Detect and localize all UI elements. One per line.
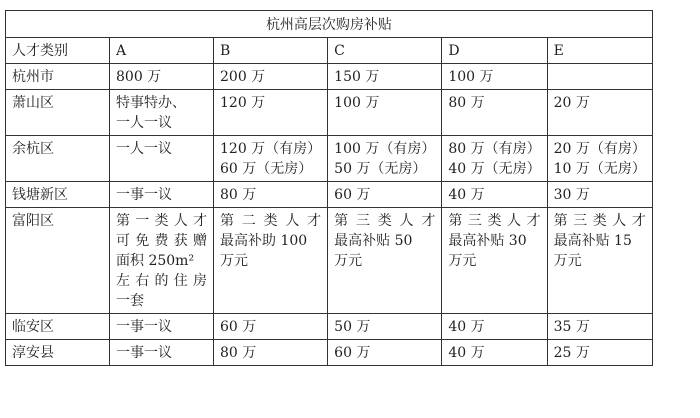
subsidy-cell (328, 64, 442, 90)
cell-line: 200 万 (220, 69, 266, 85)
region-cell: 萧山区 (6, 90, 110, 136)
housing-subsidy-table (5, 10, 653, 366)
region-cell: 钱塘新区 (6, 182, 110, 208)
cell-line: 60 万 (334, 187, 371, 203)
cell-line: 40 万 (448, 319, 485, 335)
subsidy-cell (214, 182, 328, 208)
subsidy-cell (110, 182, 214, 208)
cell-line: 800 万 (116, 69, 162, 85)
header-b: B (214, 38, 328, 64)
cell-line: 35 万 (553, 319, 590, 335)
cell-line: 150 万 (334, 69, 380, 85)
table-row (6, 340, 653, 366)
cell-line: 60 万 (220, 319, 257, 335)
cell-line: 第三类人才 (334, 213, 436, 229)
subsidy-cell (547, 64, 652, 90)
cell-line: 100 万 (334, 95, 380, 111)
subsidy-cell (214, 340, 328, 366)
subsidy-cell (214, 136, 328, 182)
cell-line: 第一类人才 (116, 213, 207, 229)
cell-line: 80 万 (220, 187, 257, 203)
region-cell: 余杭区 (6, 136, 110, 182)
region-cell: 富阳区 (6, 208, 110, 314)
subsidy-cell (442, 136, 547, 182)
subsidy-cell (547, 340, 652, 366)
subsidy-cell (110, 136, 214, 182)
title-row (6, 11, 653, 38)
subsidy-cell (214, 90, 328, 136)
subsidy-cell (214, 64, 328, 90)
cell-line: 120 万（有房） (220, 141, 322, 157)
subsidy-cell (442, 90, 547, 136)
subsidy-cell (328, 340, 442, 366)
cell-line: 最高补贴 15 (553, 233, 632, 249)
cell-line: 60 万 (334, 345, 371, 361)
cell-line: 最高补贴 50 (334, 233, 413, 249)
subsidy-cell (442, 340, 547, 366)
region-cell: 临安区 (6, 314, 110, 340)
subsidy-cell (110, 208, 214, 314)
cell-line: 20 万 (553, 95, 590, 111)
table-row (6, 90, 653, 136)
cell-line: 100 万（有房） (334, 141, 436, 157)
header-row (6, 38, 653, 64)
cell-line: 一套 (116, 293, 144, 309)
cell-line: 80 万（有房） (448, 141, 541, 157)
subsidy-cell (328, 136, 442, 182)
subsidy-cell (547, 314, 652, 340)
cell-line: 一人一议 (116, 141, 172, 157)
subsidy-cell (547, 182, 652, 208)
subsidy-cell (442, 64, 547, 90)
cell-line: 最高补助 100 (220, 233, 308, 249)
cell-line: 面积 250m² (116, 253, 195, 269)
cell-line: 一人一议 (116, 115, 172, 131)
cell-line: 可免费获赠 (116, 233, 207, 249)
cell-line: 一事一议 (116, 319, 172, 335)
subsidy-cell (442, 314, 547, 340)
cell-line: 第三类人才 (448, 213, 541, 229)
cell-line: 80 万 (220, 345, 257, 361)
cell-line: 第三类人才 (553, 213, 646, 229)
subsidy-cell (110, 90, 214, 136)
subsidy-cell (547, 208, 652, 314)
table-row (6, 208, 653, 314)
cell-line: 20 万（有房） (553, 141, 646, 157)
subsidy-cell (547, 90, 652, 136)
subsidy-cell (328, 314, 442, 340)
table-row (6, 314, 653, 340)
region-cell: 淳安县 (6, 340, 110, 366)
cell-line: 40 万 (448, 187, 485, 203)
cell-line: 万元 (220, 253, 248, 269)
subsidy-cell (328, 182, 442, 208)
subsidy-cell (442, 182, 547, 208)
subsidy-cell (110, 340, 214, 366)
cell-line: 40 万 (448, 345, 485, 361)
table-row (6, 182, 653, 208)
subsidy-cell (214, 314, 328, 340)
cell-line: 30 万 (553, 187, 590, 203)
table-row (6, 136, 653, 182)
cell-line: 一事一议 (116, 345, 172, 361)
table-body (6, 64, 653, 366)
cell-line: 一事一议 (116, 187, 172, 203)
table-title: 杭州高层次购房补贴 (6, 11, 653, 38)
cell-line: 万元 (448, 253, 477, 269)
cell-line: 60 万（无房） (220, 161, 313, 177)
header-talent-category: 人才类别 (6, 38, 110, 64)
cell-line: 50 万 (334, 319, 371, 335)
cell-line: 第二类人才 (220, 213, 322, 229)
cell-line: 25 万 (553, 345, 590, 361)
cell-line: 50 万（无房） (334, 161, 427, 177)
subsidy-cell (328, 208, 442, 314)
header-a: A (110, 38, 214, 64)
subsidy-cell (442, 208, 547, 314)
cell-line: 120 万 (220, 95, 266, 111)
subsidy-cell (547, 136, 652, 182)
cell-line: 10 万（无房） (553, 161, 646, 177)
cell-line: 40 万（无房） (448, 161, 541, 177)
subsidy-cell (110, 64, 214, 90)
header-e: E (547, 38, 652, 64)
subsidy-cell (110, 314, 214, 340)
cell-line: 万元 (553, 253, 582, 269)
cell-line: 特事特办、 (116, 95, 186, 111)
cell-line: 最高补贴 30 (448, 233, 527, 249)
cell-line: 左右的住房 (116, 273, 207, 289)
cell-line: 100 万 (448, 69, 494, 85)
header-d: D (442, 38, 547, 64)
subsidy-cell (214, 208, 328, 314)
header-c: C (328, 38, 442, 64)
cell-line: 80 万 (448, 95, 485, 111)
cell-line: 万元 (334, 253, 363, 269)
table-row (6, 64, 653, 90)
subsidy-cell (328, 90, 442, 136)
region-cell: 杭州市 (6, 64, 110, 90)
